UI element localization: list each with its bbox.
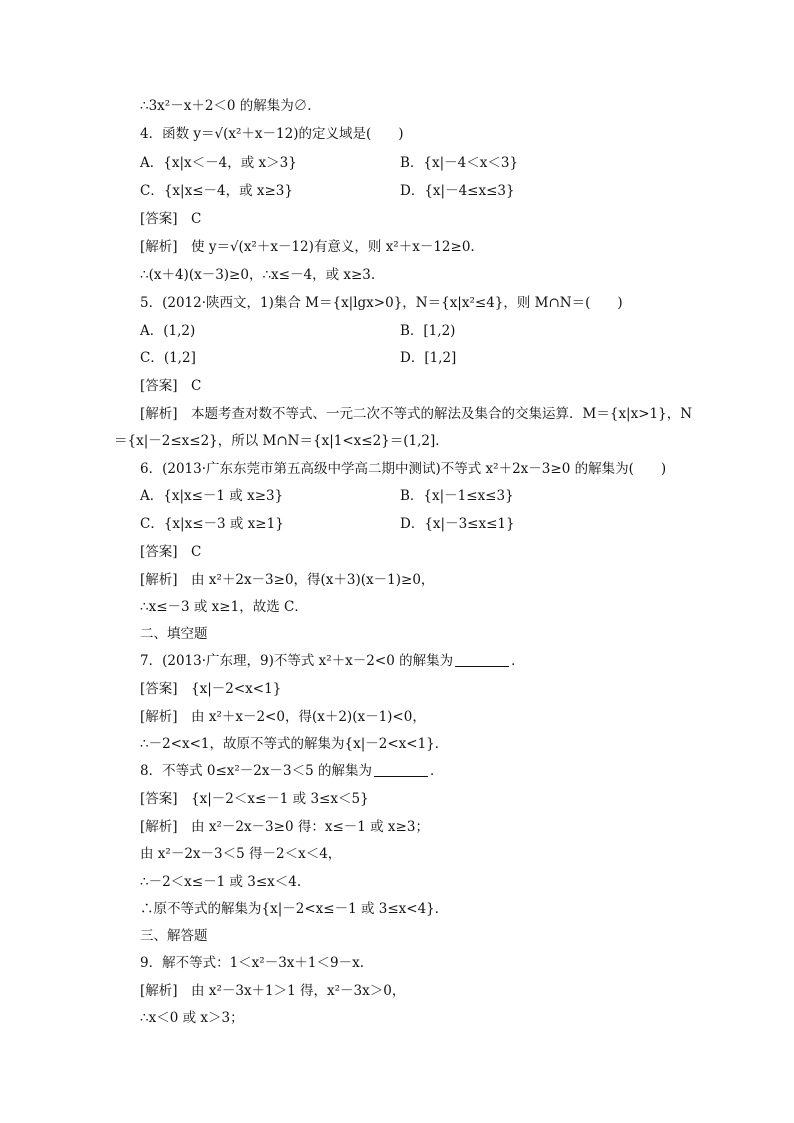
question-7-text: 7．(2013·广东理，9)不等式 x²＋x－2<0 的解集为 <box>140 653 454 669</box>
text-line: ∴x＜0 或 x＞3； <box>140 1010 244 1026</box>
text-line: ∴x≤－3 或 x≥1，故选 C． <box>140 599 308 615</box>
answer-blank <box>455 652 509 667</box>
text-line: ＝{x|－2≤x≤2}，所以 M∩N＝{x|1<x≤2}＝(1,2]． <box>114 433 449 449</box>
q5-option-d: D．[1,2] <box>400 350 457 366</box>
question-8-text: 8．不等式 0≤x²－2x－3＜5 的解集为 <box>140 763 372 779</box>
question-9: 9．解不等式：1＜x²－3x＋1＜9－x. <box>140 955 364 971</box>
period: ． <box>511 653 525 669</box>
analysis-9: [解析] 由 x²－3x＋1＞1 得，x²－3x＞0， <box>140 983 406 999</box>
answer-7: [答案] {x|－2<x<1} <box>140 681 282 697</box>
answer-5: [答案] C <box>140 378 202 394</box>
q4-option-c: C．{x|x≤－4，或 x≥3} <box>140 183 293 199</box>
question-8 <box>140 761 443 781</box>
q4-option-d: D．{x|－4≤x≤3} <box>400 183 515 199</box>
question-6: 6．(2013·广东东莞市第五高级中学高二期中测试)不等式 x²＋2x－3≥0 的解集为( ) <box>140 461 667 477</box>
period: ． <box>429 763 444 779</box>
q6-option-a: A．{x|x≤－1 或 x≥3} <box>140 488 284 504</box>
q6-option-d: D．{x|－3≤x≤1} <box>400 516 515 532</box>
analysis-5: [解析] 本题考查对数不等式、一元二次不等式的解法及集合的交集运算．M＝{x|x>1}，N <box>140 406 693 422</box>
answer-4: [答案] C <box>140 211 202 227</box>
text-line: ∴(x＋4)(x－3)≥0，∴x≤－4，或 x≥3. <box>140 267 376 283</box>
q5-option-c: C．(1,2] <box>140 350 196 366</box>
text-line: ∴3x²－x＋2＜0 的解集为∅. <box>140 98 312 114</box>
question-4: 4．函数 y＝√(x²＋x－12)的定义域是( ) <box>140 126 404 142</box>
text-line: ∴原不等式的解集为{x|－2<x≤－1 或 3≤x<4}． <box>140 901 449 917</box>
text-line: ∴－2<x<1，故原不等式的解集为{x|－2<x<1}． <box>140 736 449 752</box>
section-heading: 三、解答题 <box>140 928 208 944</box>
q6-option-b: B．{x|－1≤x≤3} <box>400 488 514 504</box>
q4-option-a: A．{x|x＜－4，或 x＞3} <box>140 155 297 171</box>
q5-option-b: B．[1,2) <box>400 323 456 339</box>
section-heading: 二、填空题 <box>140 626 208 642</box>
q4-option-b: B．{x|－4＜x＜3} <box>400 155 519 171</box>
answer-6: [答案] C <box>140 544 202 560</box>
q5-option-a: A．(1,2) <box>140 323 196 339</box>
analysis-6: [解析] 由 x²＋2x－3≥0，得(x＋3)(x－1)≥0， <box>140 572 435 588</box>
analysis-7: [解析] 由 x²＋x－2<0，得(x＋2)(x－1)<0， <box>140 709 426 725</box>
question-5: 5．(2012·陕西文，1)集合 M＝{x|lgx>0}，N＝{x|x²≤4}，则 M∩N＝( ) <box>140 295 623 311</box>
q6-option-c: C．{x|x≤－3 或 x≥1} <box>140 516 284 532</box>
question-7 <box>140 651 525 671</box>
answer-blank <box>374 762 428 777</box>
answer-8: [答案] {x|－2＜x≤－1 或 3≤x＜5} <box>140 791 369 807</box>
analysis-8: [解析] 由 x²－2x－3≥0 得：x≤－1 或 x≥3； <box>140 819 429 835</box>
text-line: ∴－2＜x≤－1 或 3≤x＜4. <box>140 874 302 890</box>
analysis-4: [解析] 使 y＝√(x²＋x－12)有意义，则 x²＋x－12≥0. <box>140 239 475 255</box>
text-line: 由 x²－2x－3＜5 得－2＜x＜4， <box>140 846 342 862</box>
